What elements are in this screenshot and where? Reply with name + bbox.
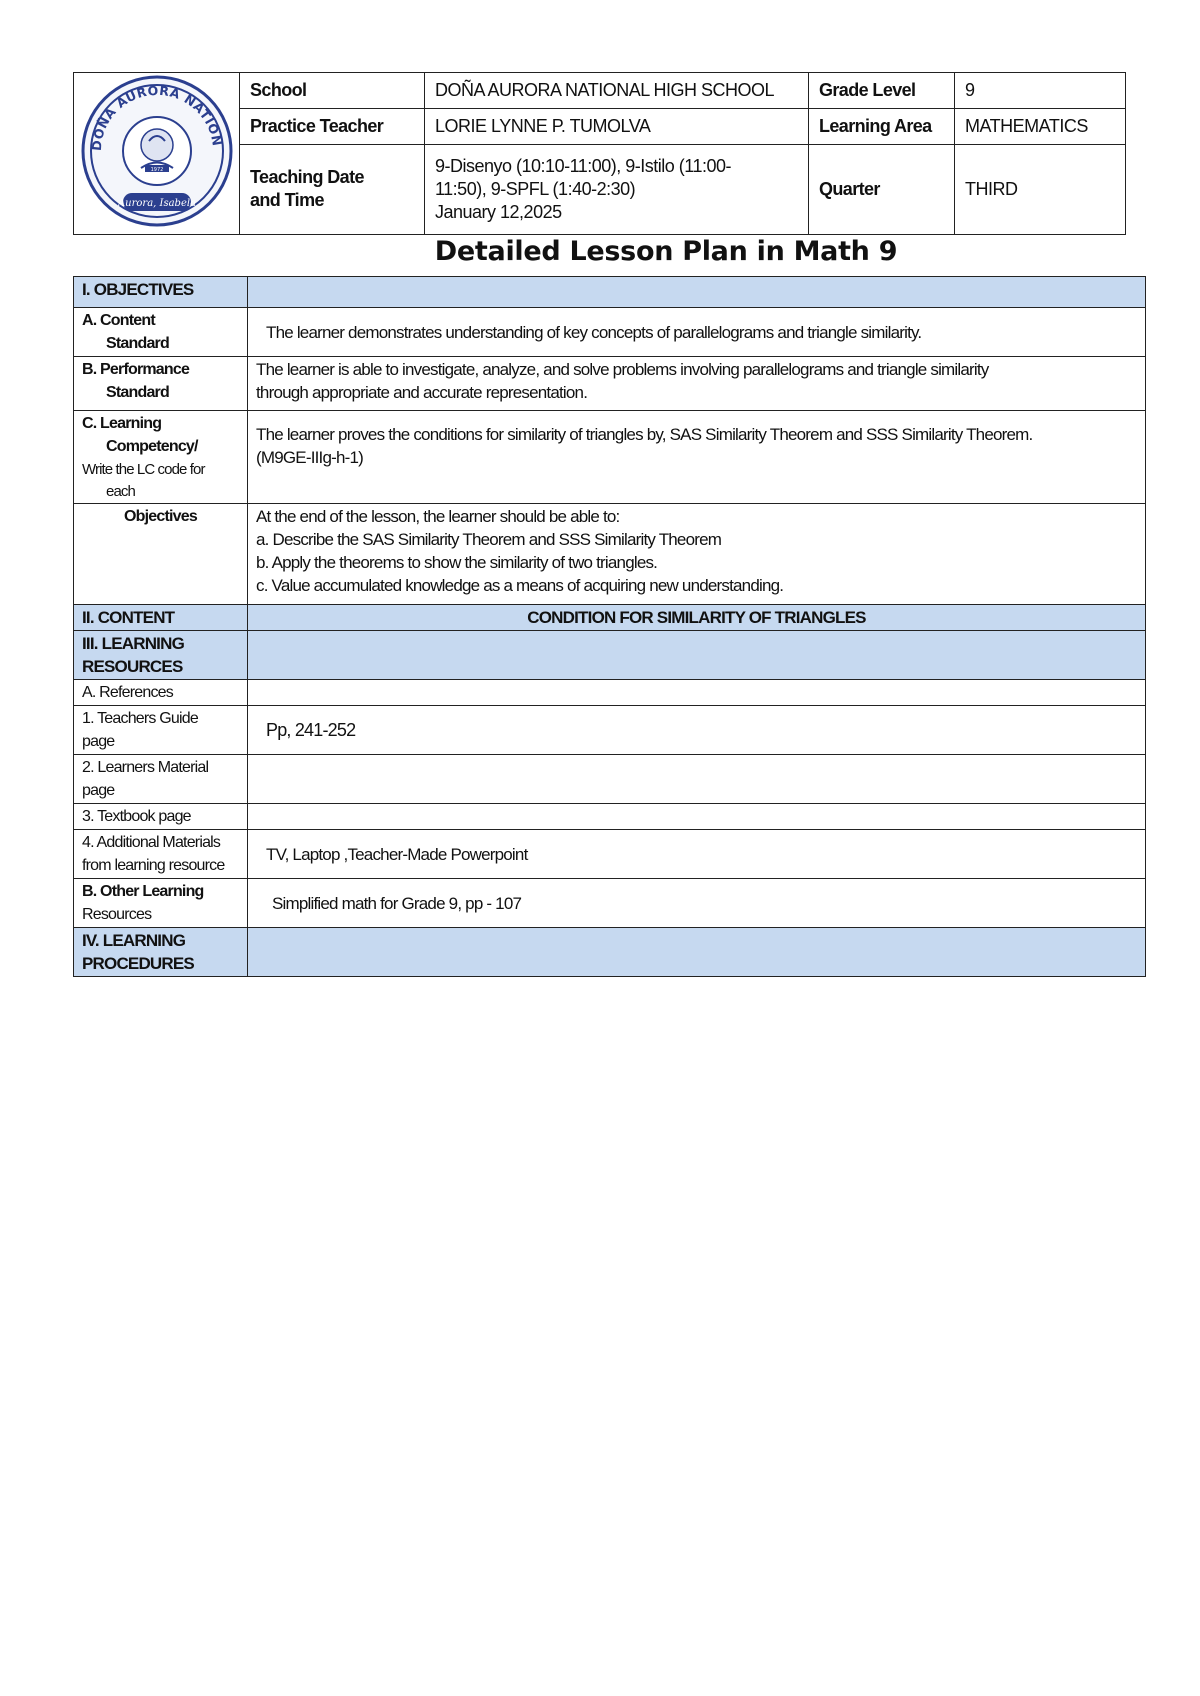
learning-competency-value xyxy=(248,411,1146,504)
content-standard-label-line1: A. Content xyxy=(82,312,155,329)
learning-resources-heading-line2: RESOURCES xyxy=(82,657,183,676)
quarter-value: THIRD xyxy=(955,144,1126,234)
grade-level-value: 9 xyxy=(955,73,1126,109)
learning-resources-heading-line1: III. LEARNING xyxy=(82,634,184,653)
logo-top-text: DOÑA AURORA NATION xyxy=(88,82,225,152)
practice-teacher-value: LORIE LYNNE P. TUMOLVA xyxy=(425,108,809,144)
quarter-label: Quarter xyxy=(809,144,955,234)
teaching-date-line2: 11:50), 9-SPFL (1:40-2:30) xyxy=(435,178,636,199)
learners-material-label-line1: 2. Learners Material xyxy=(82,759,209,776)
teachers-guide-label-line2: page xyxy=(82,733,115,750)
learning-competency-label-line4: each xyxy=(106,483,135,500)
additional-materials-label-line1: 4. Additional Materials xyxy=(82,834,221,851)
school-logo-cell xyxy=(74,73,240,235)
learning-competency-label-line1: C. Learning xyxy=(82,415,162,432)
other-resources-value: Simplified math for Grade 9, pp - 107 xyxy=(248,879,1146,928)
learning-procedures-heading-line1: IV. LEARNING xyxy=(82,931,186,950)
additional-materials-label xyxy=(74,830,248,879)
objectives-label: Objectives xyxy=(74,504,248,605)
learning-procedures-blank xyxy=(248,928,1146,977)
performance-standard-line1: The learner is able to investigate, analyze, and solve problems involving parallelograms and triangle similarity xyxy=(256,360,989,379)
learning-competency-code: (M9GE-IIIg-h-1) xyxy=(256,448,364,467)
logo-year: 1972 xyxy=(150,167,163,173)
school-value: DOÑA AURORA NATIONAL HIGH SCHOOL xyxy=(425,73,809,109)
lesson-plan-table xyxy=(73,276,1146,977)
content-standard-value: The learner demonstrates understanding of key concepts of parallelograms and triangle similarity. xyxy=(248,308,1146,357)
school-label: School xyxy=(240,73,425,109)
other-resources-label-line2: Resources xyxy=(82,906,152,923)
objective-item-c: c. Value accumulated knowledge as a means of acquiring new understanding. xyxy=(256,576,784,595)
objective-item-b: b. Apply the theorems to show the similarity of two triangles. xyxy=(256,553,658,572)
learners-material-label xyxy=(74,755,248,804)
teachers-guide-label xyxy=(74,706,248,755)
additional-materials-value: TV, Laptop ,Teacher-Made Powerpoint xyxy=(248,830,1146,879)
logo-bottom-text: Aurora, Isabela xyxy=(117,198,196,209)
objective-item-a: a. Describe the SAS Similarity Theorem and SSS Similarity Theorem xyxy=(256,530,722,549)
learning-competency-label-line2: Competency/ xyxy=(106,438,198,455)
teaching-date-label-line1: Teaching Date xyxy=(250,167,364,188)
learning-area-value: MATHEMATICS xyxy=(955,108,1126,144)
additional-materials-label-line2: from learning resource xyxy=(82,857,225,874)
teachers-guide-label-line1: 1. Teachers Guide xyxy=(82,710,198,727)
references-label: A. References xyxy=(74,680,248,706)
header-table xyxy=(73,72,1126,235)
school-logo xyxy=(79,73,235,229)
grade-level-label: Grade Level xyxy=(809,73,955,109)
learning-competency-label-line3: Write the LC code for xyxy=(82,461,205,478)
learning-competency-line1: The learner proves the conditions for similarity of triangles by, SAS Similarity Theorem and SSS Similarity Theorem. xyxy=(256,425,1033,444)
learning-resources-heading xyxy=(74,631,248,680)
content-standard-label xyxy=(74,308,248,357)
teaching-date-value xyxy=(425,144,809,234)
textbook-page-label: 3. Textbook page xyxy=(74,804,248,830)
teaching-date-line3: January 12,2025 xyxy=(435,201,562,222)
objectives-list xyxy=(248,504,1146,605)
objectives-heading-blank xyxy=(248,277,1146,308)
teaching-date-label xyxy=(240,144,425,234)
learners-material-label-line2: page xyxy=(82,782,115,799)
learning-resources-blank xyxy=(248,631,1146,680)
references-blank xyxy=(248,680,1146,706)
learners-material-blank xyxy=(248,755,1146,804)
learning-area-label: Learning Area xyxy=(809,108,955,144)
learning-competency-label xyxy=(74,411,248,504)
other-resources-label xyxy=(74,879,248,928)
content-heading: II. CONTENT xyxy=(74,605,248,631)
content-value: CONDITION FOR SIMILARITY OF TRIANGLES xyxy=(248,605,1146,631)
performance-standard-label xyxy=(74,357,248,411)
other-resources-label-line1: B. Other Learning xyxy=(82,883,204,900)
teachers-guide-value: Pp, 241-252 xyxy=(248,706,1146,755)
performance-standard-value xyxy=(248,357,1146,411)
objectives-intro: At the end of the lesson, the learner should be able to: xyxy=(256,507,620,526)
learning-procedures-heading xyxy=(74,928,248,977)
objectives-heading: I. OBJECTIVES xyxy=(74,277,248,308)
teaching-date-label-line2: and Time xyxy=(250,190,324,211)
practice-teacher-label: Practice Teacher xyxy=(240,108,425,144)
textbook-page-blank xyxy=(248,804,1146,830)
performance-standard-label-line1: B. Performance xyxy=(82,361,190,378)
performance-standard-line2: through appropriate and accurate representation. xyxy=(256,383,588,402)
performance-standard-label-line2: Standard xyxy=(106,384,169,401)
document-title: Detailed Lesson Plan in Math 9 xyxy=(434,236,898,267)
content-standard-label-line2: Standard xyxy=(106,335,169,352)
teaching-date-line1: 9-Disenyo (10:10-11:00), 9-Istilo (11:00- xyxy=(435,155,731,176)
learning-procedures-heading-line2: PROCEDURES xyxy=(82,954,194,973)
